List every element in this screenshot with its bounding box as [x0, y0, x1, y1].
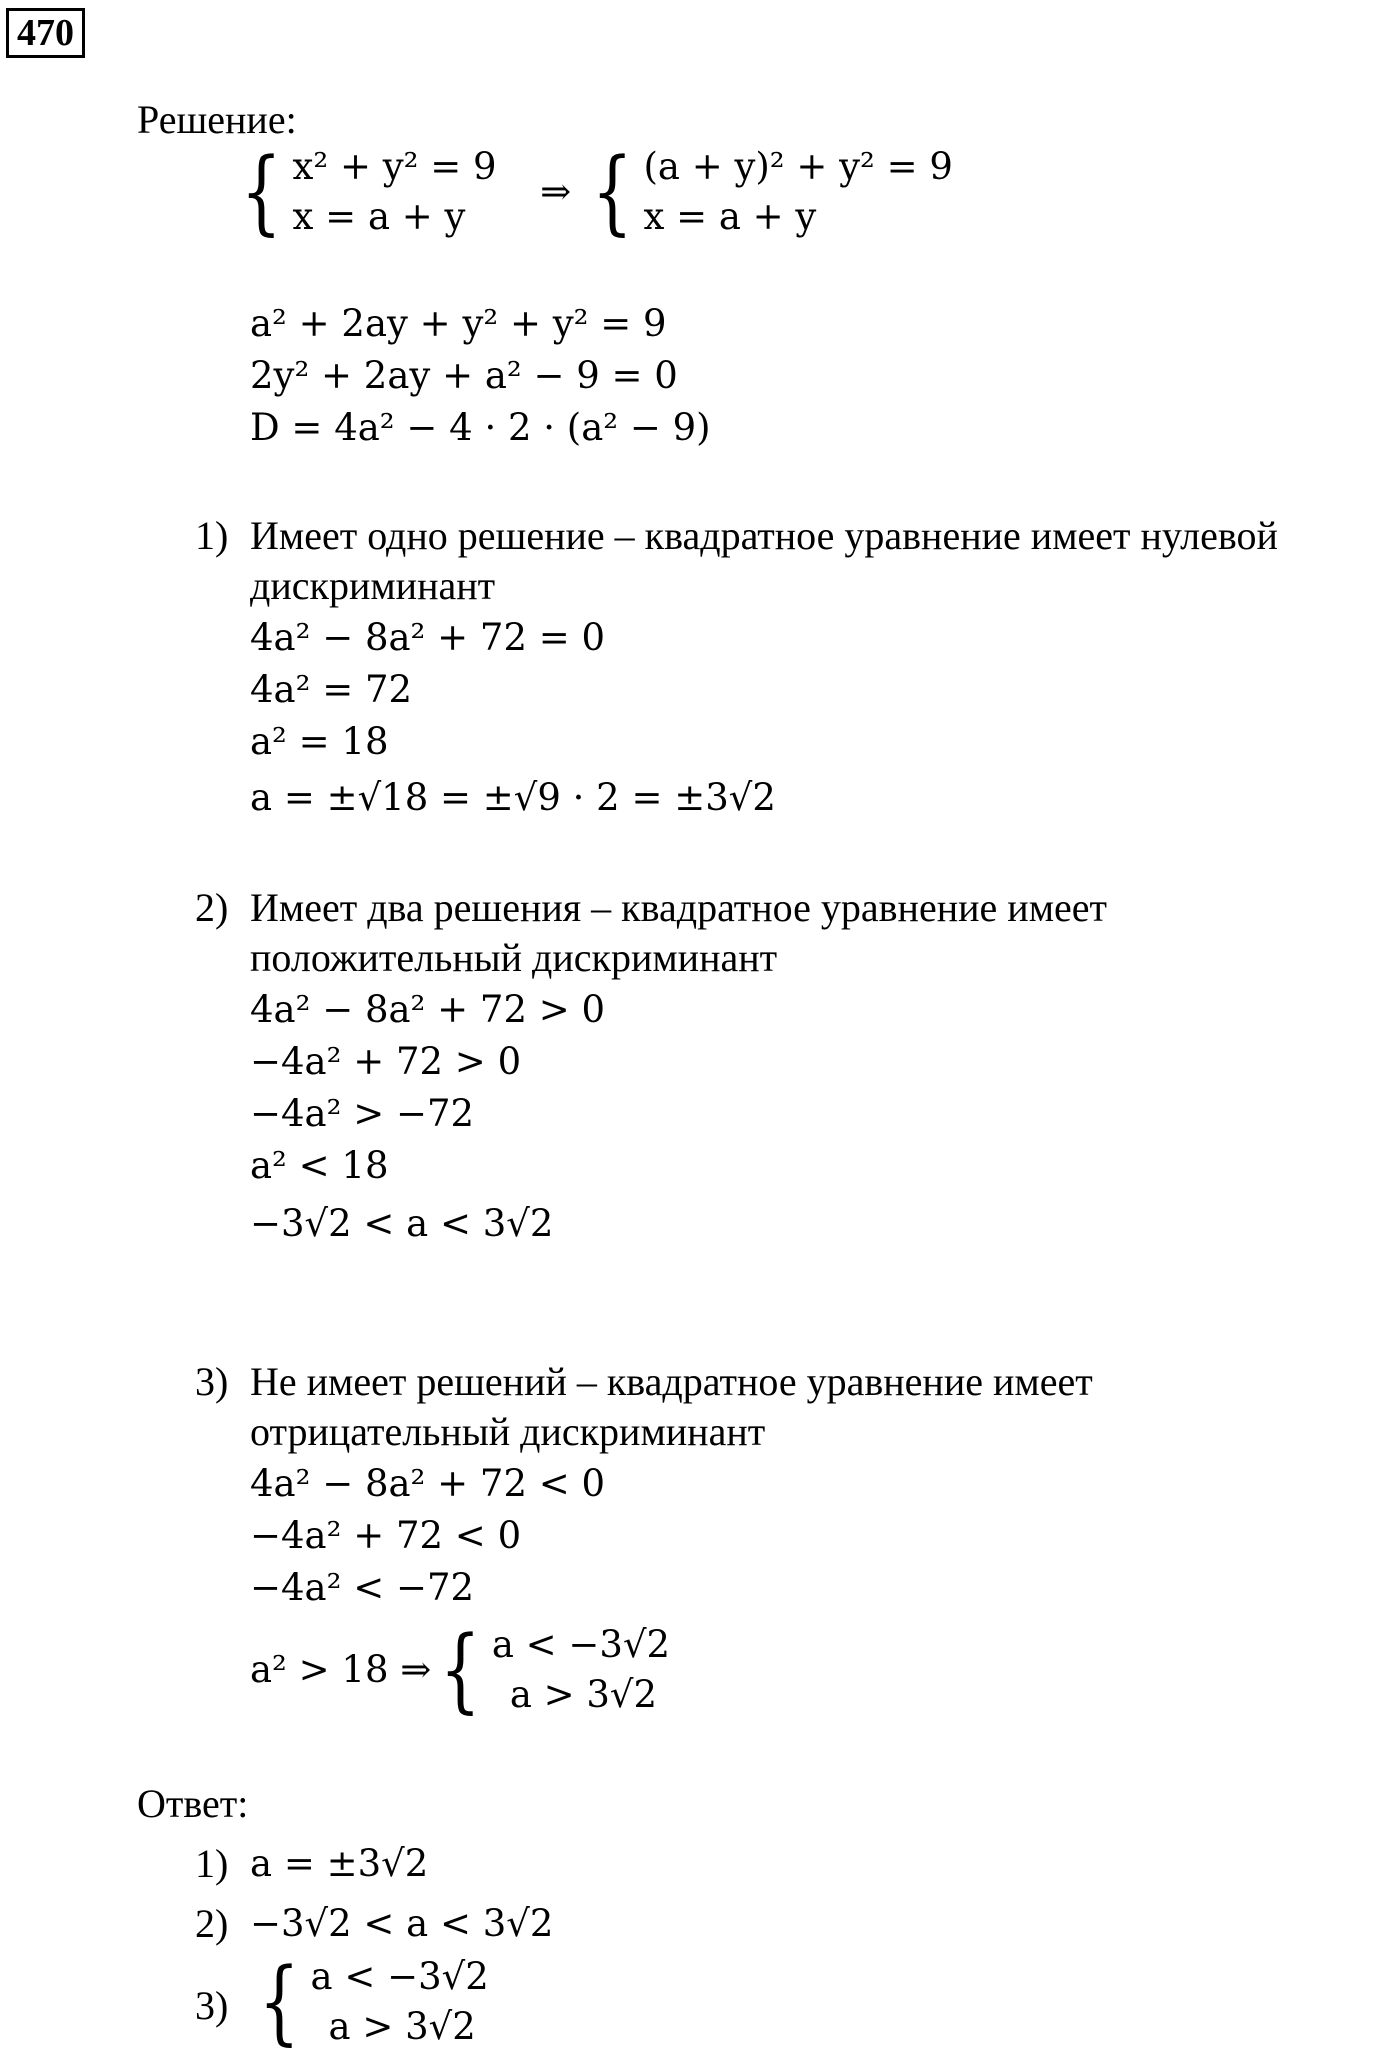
case-3-system [431, 1616, 671, 1723]
case-3-number: 3) [195, 1359, 229, 1404]
brace-icon: { [440, 1616, 482, 1723]
system-2-eq-2: x = a + y [643, 195, 817, 238]
system-2-eq-1: (a + y)² + y² = 9 [643, 145, 953, 188]
solution-label: Решение: [137, 97, 297, 142]
system-1-eq-1: x² + y² = 9 [292, 145, 497, 188]
case-1-step-2: 4a² = 72 [250, 668, 413, 711]
case-1-step-1: 4a² − 8a² + 72 = 0 [250, 616, 606, 659]
case-1-step-4: a = ±√18 = ±√9 · 2 = ±3√2 [250, 776, 776, 819]
case-2-number: 2) [195, 885, 229, 930]
derivation-line-3: D = 4a² − 4 · 2 · (a² − 9) [250, 406, 711, 449]
answer-3-eq-1: a < −3√2 [310, 1955, 489, 1998]
derivation-line-2: 2y² + 2ay + a² − 9 = 0 [250, 354, 678, 397]
answer-3-number: 3) [195, 1983, 229, 2028]
derivation-line-1: a² + 2ay + y² + y² = 9 [250, 302, 667, 345]
answer-2-number: 2) [195, 1901, 229, 1946]
case-1-text-line-2: дискриминант [250, 563, 496, 608]
system-block [232, 138, 953, 245]
system-1 [232, 138, 497, 245]
answer-1-text: a = ±3√2 [250, 1842, 429, 1885]
problem-number-badge: 470 [6, 8, 85, 58]
case-3-step-4 [250, 1616, 671, 1723]
answer-1-number: 1) [195, 1841, 229, 1886]
answer-3-system [250, 1948, 489, 2055]
case-3-step-1: 4a² − 8a² + 72 < 0 [250, 1462, 606, 1505]
answer-label: Ответ: [137, 1781, 249, 1826]
case-3-system-eq-1: a < −3√2 [491, 1623, 671, 1666]
case-1-text-line-1: Имеет одно решение – квадратное уравнение имеет нулевой [250, 513, 1278, 558]
case-2-text-line-1: Имеет два решения – квадратное уравнение имеет [250, 885, 1107, 930]
case-2-step-1: 4a² − 8a² + 72 > 0 [250, 988, 606, 1031]
brace-icon: { [240, 138, 282, 245]
answer-3-brace-block [250, 1948, 489, 2055]
implies-symbol: ⇒ [540, 170, 572, 213]
answer-2-text: −3√2 < a < 3√2 [250, 1902, 554, 1945]
case-1-number: 1) [195, 513, 229, 558]
system-2 [583, 138, 953, 245]
case-1-step-3: a² = 18 [250, 720, 389, 763]
case-3-system-eq-2: a > 3√2 [509, 1673, 658, 1716]
case-3-step-3: −4a² < −72 [250, 1566, 475, 1609]
answer-3-eq-2: a > 3√2 [328, 2005, 476, 2048]
case-3-text-line-2: отрицательный дискриминант [250, 1409, 766, 1454]
brace-icon: { [258, 1948, 300, 2055]
case-2-step-3: −4a² > −72 [250, 1092, 475, 1135]
case-3-step-4-lhs: a² > 18 ⇒ [250, 1648, 432, 1691]
system-1-eq-2: x = a + y [292, 195, 466, 238]
case-2-step-4: a² < 18 [250, 1144, 389, 1187]
brace-icon: { [591, 138, 633, 245]
case-3-text-line-1: Не имеет решений – квадратное уравнение имеет [250, 1359, 1093, 1404]
case-3-step-2: −4a² + 72 < 0 [250, 1514, 522, 1557]
case-2-step-5: −3√2 < a < 3√2 [250, 1202, 554, 1245]
case-2-step-2: −4a² + 72 > 0 [250, 1040, 522, 1083]
case-2-text-line-2: положительный дискриминант [250, 935, 778, 980]
